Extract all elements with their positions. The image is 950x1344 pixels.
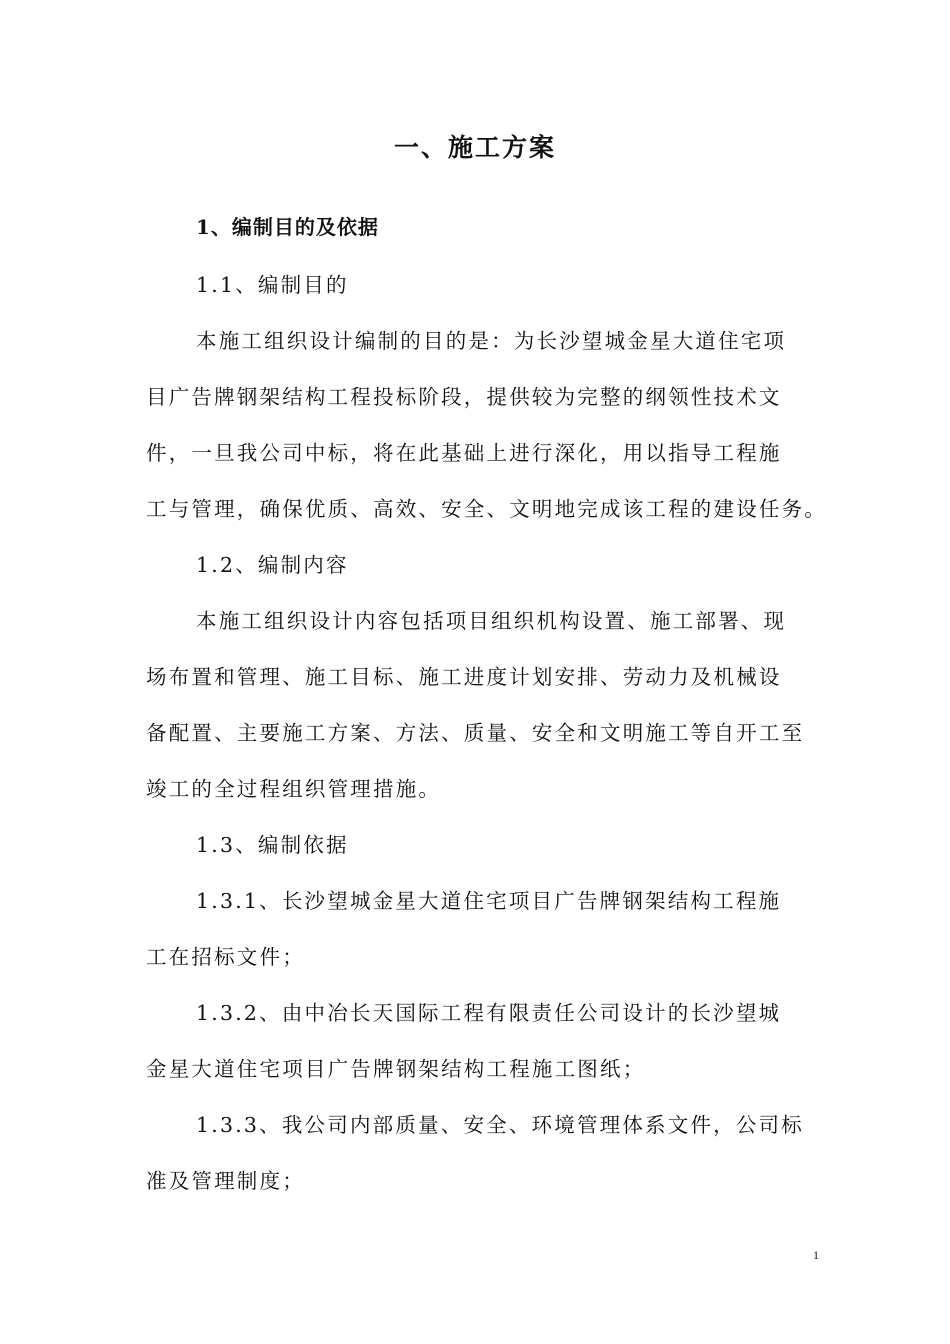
page-title: 一、施工方案 (393, 133, 556, 162)
paragraph-line: 场布置和管理、施工目标、施工进度计划安排、劳动力及机械设 (146, 665, 782, 689)
list-item-line: 金星大道住宅项目广告牌钢架结构工程施工图纸； (146, 1057, 646, 1081)
paragraph-line: 本施工组织设计内容包括项目组织机构设置、施工部署、现 (196, 609, 787, 633)
paragraph-line: 件，一旦我公司中标，将在此基础上进行深化，用以指导工程施 (146, 441, 782, 465)
list-item-line: 1.3.2、由中冶长天国际工程有限责任公司设计的长沙望城 (196, 1001, 782, 1025)
paragraph-line: 目广告牌钢架结构工程投标阶段，提供较为完整的纲领性技术文 (146, 385, 782, 409)
page-number: 1 (813, 1248, 819, 1262)
list-item-line: 工在招标文件； (146, 945, 305, 969)
subsection-label-1-2: 1.2、编制内容 (196, 553, 349, 577)
list-item-line: 准及管理制度； (146, 1169, 305, 1193)
list-item-line: 1.3.3、我公司内部质量、安全、环境管理体系文件，公司标 (196, 1113, 804, 1137)
paragraph-line: 工与管理，确保优质、高效、安全、文明地完成该工程的建设任务。 (146, 497, 827, 521)
paragraph-line: 竣工的全过程组织管理措施。 (146, 777, 442, 801)
subsection-label-1-3: 1.3、编制依据 (196, 833, 349, 857)
section-heading: 1、编制目的及依据 (196, 215, 379, 239)
paragraph-line: 本施工组织设计编制的目的是：为长沙望城金星大道住宅项 (196, 329, 787, 353)
subsection-label-1-1: 1.1、编制目的 (196, 273, 349, 297)
paragraph-line: 备配置、主要施工方案、方法、质量、安全和文明施工等自开工至 (146, 721, 805, 745)
list-item-line: 1.3.1、长沙望城金星大道住宅项目广告牌钢架结构工程施 (196, 889, 782, 913)
